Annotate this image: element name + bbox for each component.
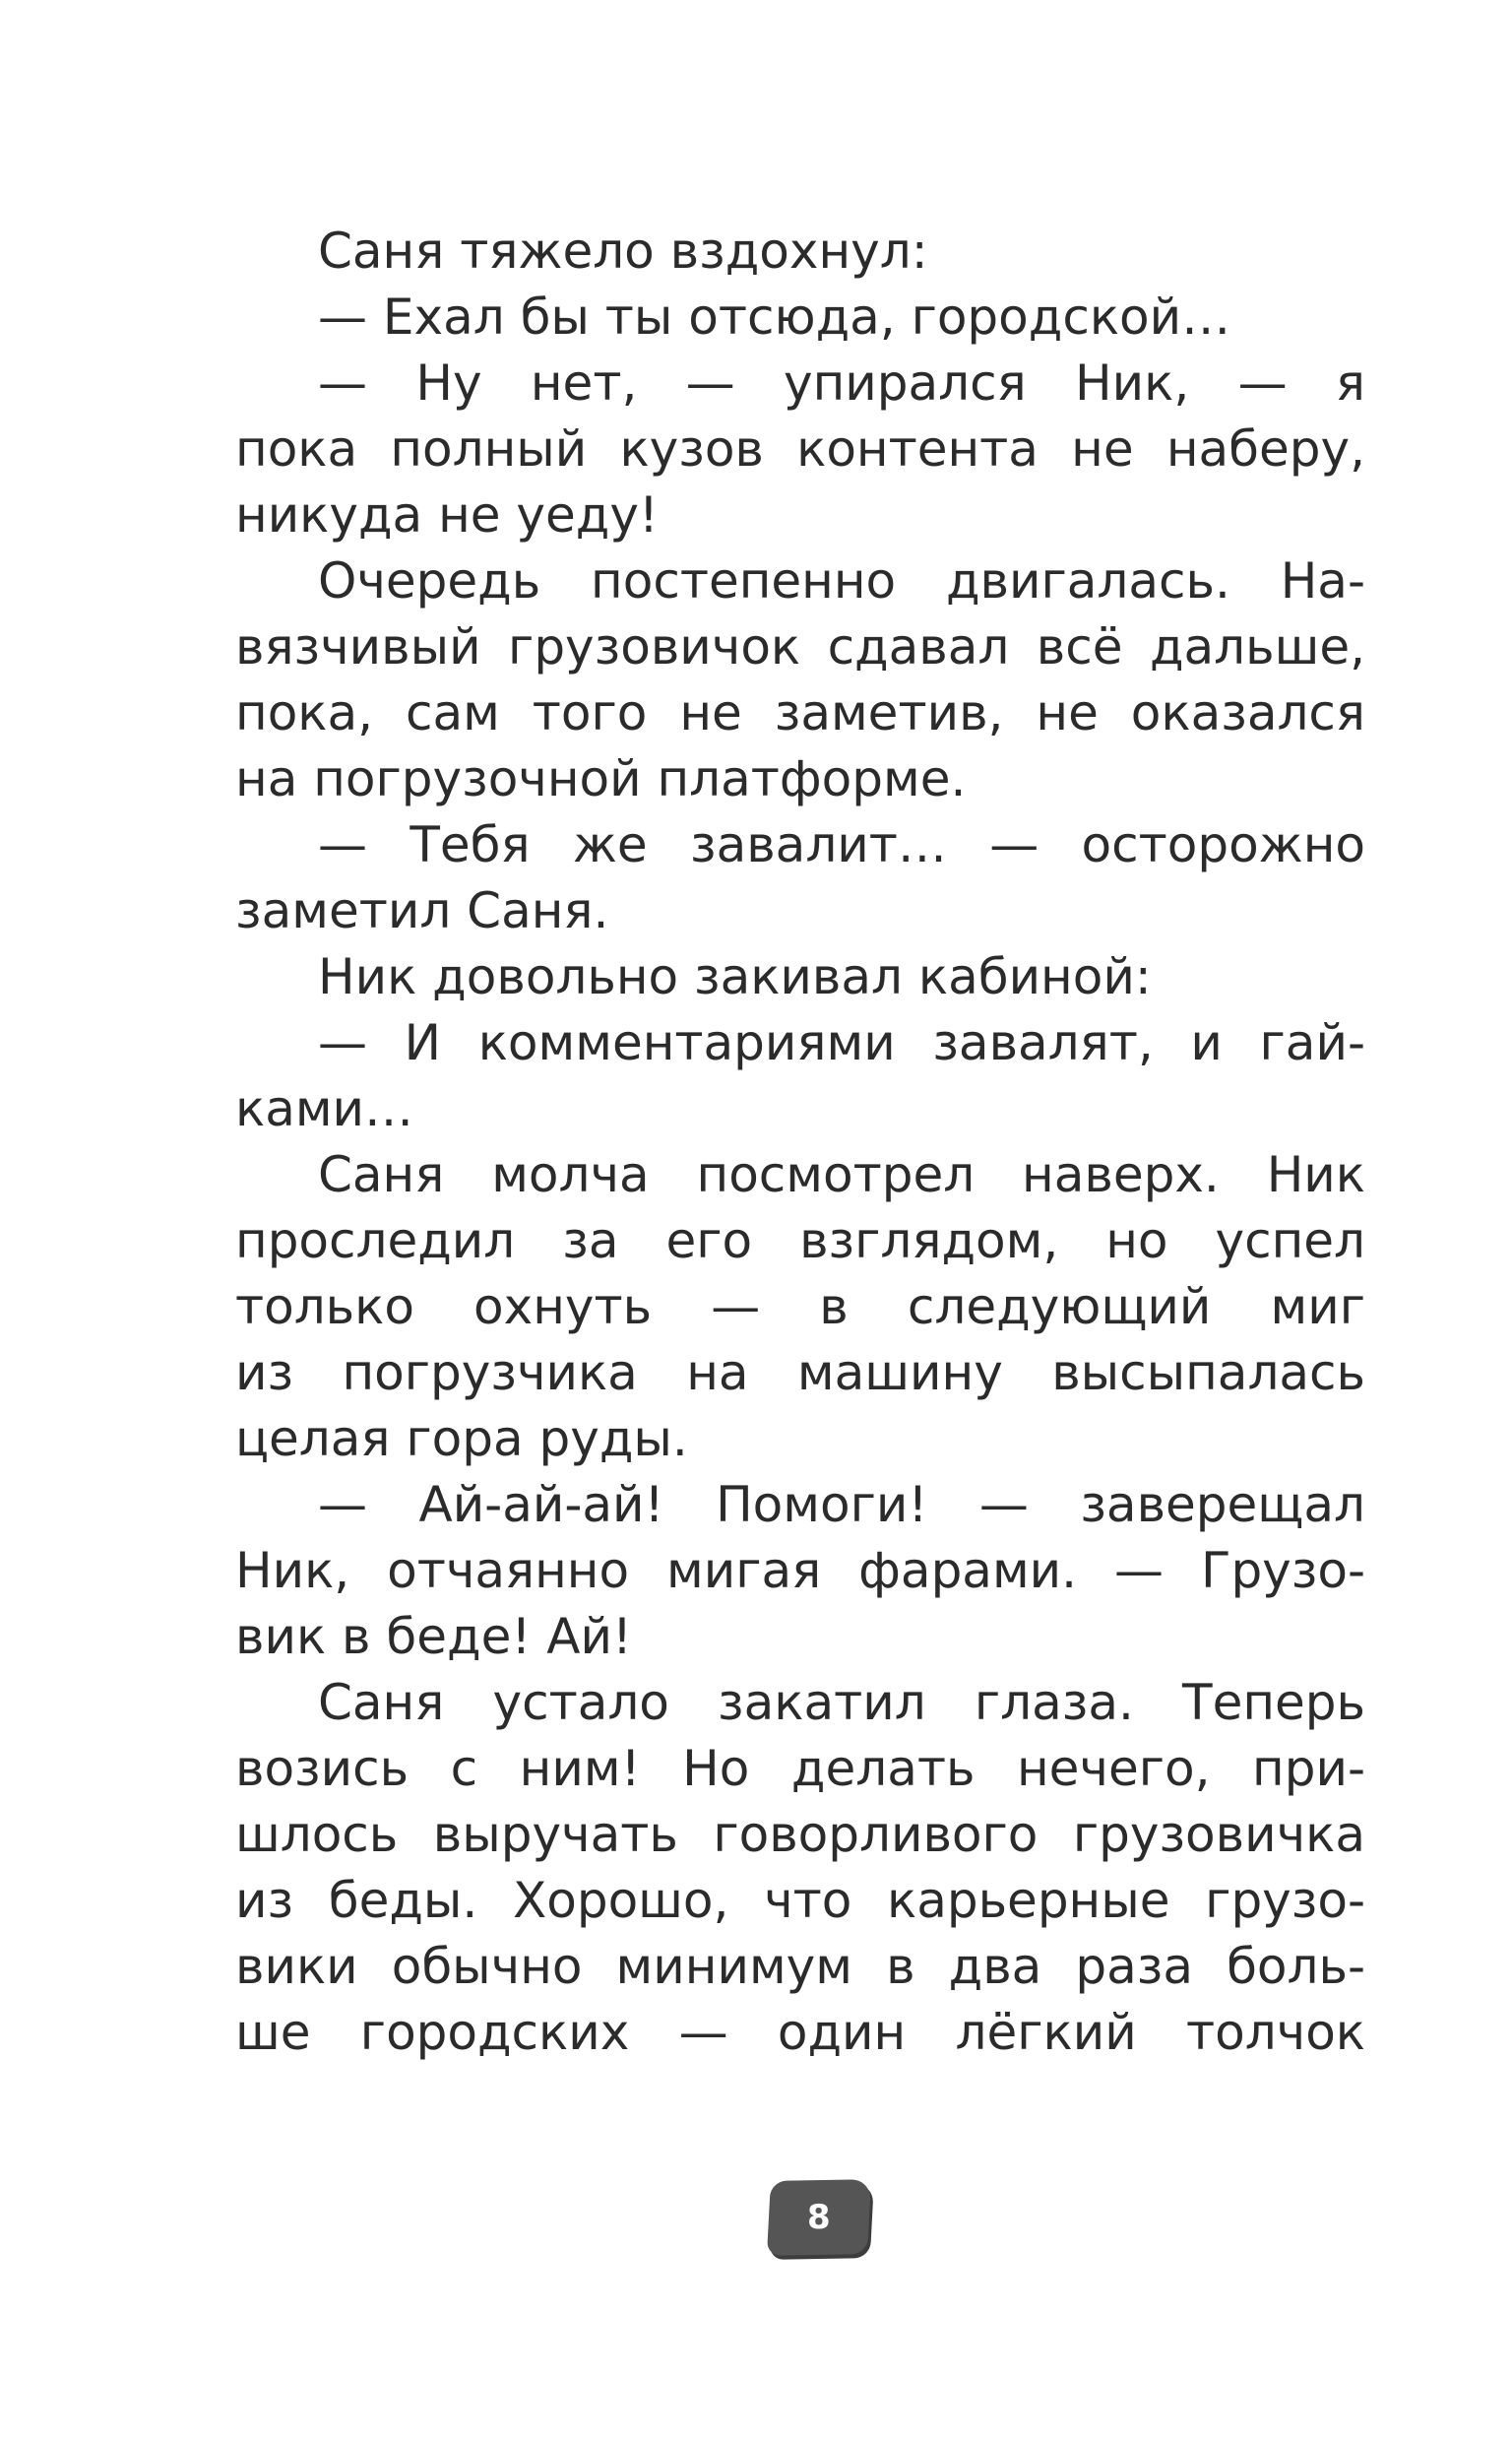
text-line: шлось выручать говорливого грузовичка: [235, 1806, 1365, 1863]
text-line: вики обычно минимум в два раза боль-: [235, 1938, 1365, 1995]
text-line: только охнуть — в следующий миг: [235, 1278, 1365, 1335]
text-line: Ник довольно закивал кабиной:: [318, 948, 1152, 1005]
page-number-badge: [767, 2179, 871, 2256]
text-line: — Тебя же завалит… — осторожно: [318, 816, 1365, 873]
text-line: Саня тяжело вздохнул:: [318, 223, 928, 280]
text-line: Ник, отчаянно мигая фарами. — Грузо-: [235, 1542, 1365, 1599]
text-line: — Ну нет, — упирался Ник, — я: [318, 354, 1365, 412]
page-number: 8: [806, 2197, 832, 2238]
text-line: из беды. Хорошо, что карьерные грузо-: [235, 1872, 1365, 1929]
text-line: из погрузчика на машину высыпалась: [235, 1344, 1365, 1401]
text-line: Саня устало закатил глаза. Теперь: [318, 1674, 1365, 1731]
text-line: — И комментариями завалят, и гай-: [318, 1014, 1365, 1071]
text-line: Очередь постепенно двигалась. На-: [318, 552, 1365, 610]
text-line: на погрузочной платформе.: [235, 750, 967, 807]
text-line: ше городских — один лёгкий толчок: [235, 2004, 1365, 2061]
text-line: пока полный кузов контента не наберу,: [235, 420, 1365, 478]
page-text: [235, 219, 1365, 2066]
text-line: ками…: [235, 1080, 414, 1137]
text-line: целая гора руды.: [235, 1410, 688, 1467]
text-line: никуда не уеду!: [235, 486, 659, 544]
text-line: пока, сам того не заметив, не оказался: [235, 684, 1365, 741]
text-line: — Ехал бы ты отсюда, городской…: [318, 289, 1231, 346]
text-line: Саня молча посмотрел наверх. Ник: [318, 1146, 1365, 1203]
text-line: заметил Саня.: [235, 882, 609, 939]
text-line: — Ай-ай-ай! Помоги! — заверещал: [318, 1476, 1365, 1533]
text-line: проследил за его взглядом, но успел: [235, 1212, 1365, 1269]
text-line: вик в беде! Ай!: [235, 1608, 633, 1665]
text-line: вязчивый грузовичок сдавал всё дальше,: [235, 618, 1365, 675]
text-line: возись с ним! Но делать нечего, при-: [235, 1740, 1365, 1797]
